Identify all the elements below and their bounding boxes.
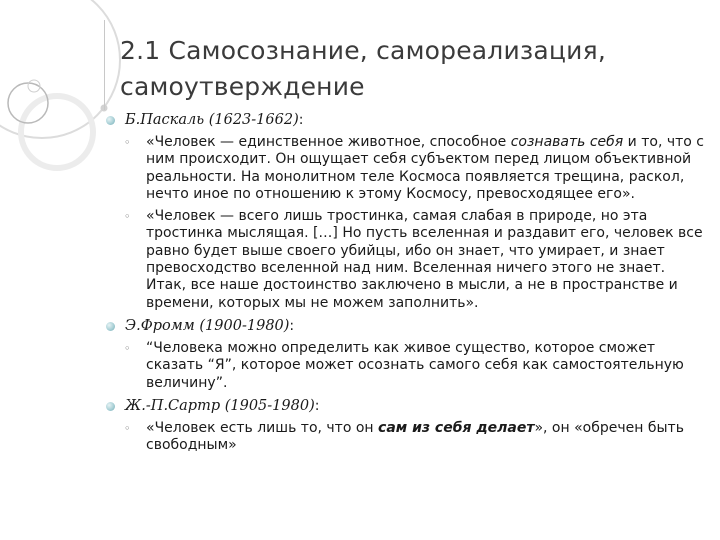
author-colon: : [298,112,304,128]
title-divider [104,20,105,110]
author-colon: : [314,397,320,414]
quote-text-end: и то, что с ним происходит. Он ощущает себя субъектом перед лицом объективной реальности. На монолитном теле Космоса появляется трещина, раскол, нечто иное по отношению к этому Космосу, превосходящее его». [146,134,704,202]
author-pascal: Б.Паскаль (1623-1662) [125,112,299,128]
bullet-icon [106,116,115,125]
sub-bullet-icon: ◦ [124,210,131,224]
quote-pascal-2 [104,208,708,312]
bullet-icon [106,322,115,331]
deco-circle-large [0,0,120,138]
quote-emphasis: сам из себя делает [378,419,535,436]
quote-text: «Человек — всего лишь тростинка, самая слабая в природе, но эта тростинка мыслящая. […] Но пусть вселенная и раздавит его, человек все равно будет выше своего убийцы, ибо он знает, что умирает, и знает превосходство вселенной над ним. Вселенная ничего этого не знает. Итак, все наше достоинство заключено в мысли, а не в пространстве и времени, которых мы не можем заполнить». [146,208,703,311]
list-item-fromm [104,317,708,335]
bullet-icon [106,402,115,411]
list-item-sartre [104,397,708,415]
slide-title [120,33,680,105]
quote-sartre-1 [104,420,708,455]
quote-pascal-1 [104,134,708,203]
sub-bullet-icon: ◦ [124,421,131,435]
author-colon: : [289,317,295,334]
deco-circle-small [8,83,48,123]
title-line-1: 2.1 Самосознание, самореализация, [120,36,606,65]
author-sartre: Ж.-П.Сартр (1905-1980) [125,397,315,414]
title-line-2: самоутверждение [120,72,365,101]
author-fromm: Э.Фромм (1900-1980) [125,317,290,334]
sub-bullet-icon: ◦ [124,341,131,355]
deco-circle-medium [21,96,93,168]
quote-emphasis: сознавать себя [510,134,624,150]
quote-fromm-1 [104,340,708,392]
quote-text-end: », он «обречен быть свободным» [146,419,684,454]
quote-text: “Человека можно определить как живое существо, которое сможет сказать “Я”, которое может осознать самого себя как самостоятельную величину”. [146,339,684,391]
content-list [104,111,708,459]
sub-bullet-icon: ◦ [124,136,131,149]
list-item-pascal [104,111,708,129]
quote-text: «Человек — единственное животное, способное [146,134,511,150]
quote-text: «Человек есть лишь то, что он [146,419,379,436]
